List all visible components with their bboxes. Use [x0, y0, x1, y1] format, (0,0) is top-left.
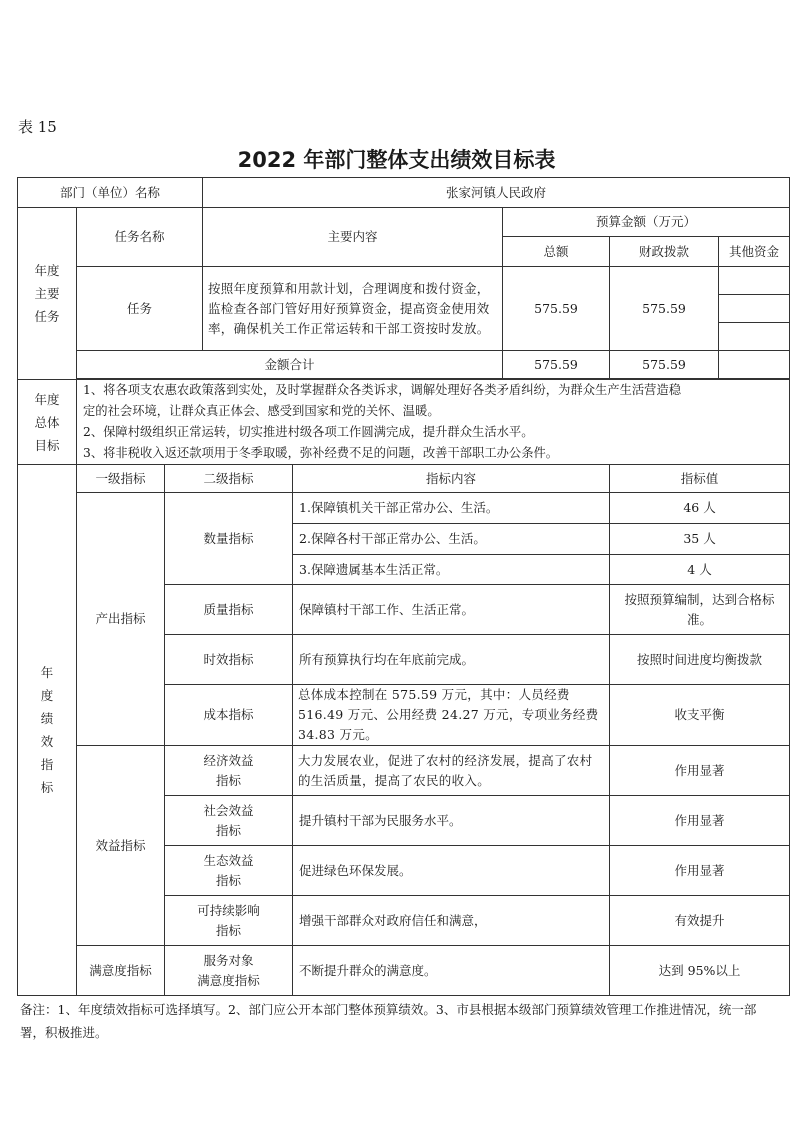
goal-line: 1、将各项支农惠农政策落到实处，及时掌握群众各类诉求，调解处理好各类矛盾纠纷，为群众生产生活营造稳 — [83, 383, 682, 397]
indicator-row — [18, 946, 790, 996]
indicator-content: 大力发展农业，促进了农村的经济发展，提高了农村的生活质量，提高了农民的收入。 — [293, 746, 610, 796]
goal-line: 3、将非税收入返还款项用于冬季取暖，弥补经费不足的问题，改善干部职工办公条件。 — [83, 446, 559, 460]
sum-fiscal: 575.59 — [610, 351, 719, 379]
sum-other — [719, 351, 790, 379]
other-header: 其他资金 — [719, 237, 790, 267]
value-header: 指标值 — [610, 465, 790, 493]
indicator-value: 作用显著 — [610, 746, 790, 796]
indicator-value: 有效提升 — [610, 896, 790, 946]
task-other-1 — [719, 267, 790, 295]
level2-sustainable: 可持续影响 指标 — [165, 896, 293, 946]
indicator-value: 按照时间进度均衡拨款 — [610, 635, 790, 685]
overall-goals-content — [77, 380, 790, 465]
main-content-header: 主要内容 — [203, 208, 503, 267]
indicator-value: 作用显著 — [610, 846, 790, 896]
department-label: 部门（单位）名称 — [18, 178, 203, 208]
indicator-value: 35 人 — [610, 524, 790, 555]
indicator-content: 2.保障各村干部正常办公、生活。 — [293, 524, 610, 555]
performance-header-row — [18, 465, 790, 493]
sum-label: 金额合计 — [77, 351, 503, 379]
indicator-value: 46 人 — [610, 493, 790, 524]
content-header: 指标内容 — [293, 465, 610, 493]
total-header: 总额 — [503, 237, 610, 267]
indicator-row — [18, 746, 790, 796]
level1-header: 一级指标 — [77, 465, 165, 493]
level2-timeliness: 时效指标 — [165, 635, 293, 685]
annual-tasks-label: 年度 主要 任务 — [18, 208, 77, 380]
page-title: 2022 年部门整体支出绩效目标表 — [237, 148, 556, 172]
task-fiscal: 575.59 — [610, 267, 719, 351]
budget-header: 预算金额（万元） — [503, 208, 790, 237]
department-value: 张家河镇人民政府 — [203, 178, 790, 208]
fiscal-header: 财政拨款 — [610, 237, 719, 267]
indicator-content: 促进绿色环保发展。 — [293, 846, 610, 896]
task-name: 任务 — [77, 267, 203, 351]
overall-goals-row — [18, 380, 790, 465]
indicator-content: 提升镇村干部为民服务水平。 — [293, 796, 610, 846]
indicator-content: 保障镇村干部工作、生活正常。 — [293, 585, 610, 635]
indicator-content: 1.保障镇机关干部正常办公、生活。 — [293, 493, 610, 524]
indicator-content: 所有预算执行均在年底前完成。 — [293, 635, 610, 685]
sum-total: 575.59 — [503, 351, 610, 379]
indicator-value: 4 人 — [610, 555, 790, 585]
task-other-2 — [719, 295, 790, 323]
task-total: 575.59 — [503, 267, 610, 351]
task-row — [18, 267, 790, 295]
indicator-value: 按照预算编制，达到合格标准。 — [610, 585, 790, 635]
level1-benefit: 效益指标 — [77, 746, 165, 946]
indicator-value: 收支平衡 — [610, 685, 790, 746]
level2-cost: 成本指标 — [165, 685, 293, 746]
goal-line: 2、保障村级组织正常运转，切实推进村级各项工作圆满完成，提升群众生活水平。 — [83, 425, 534, 439]
department-row — [18, 178, 790, 208]
level2-quantity: 数量指标 — [165, 493, 293, 585]
level2-economic: 经济效益 指标 — [165, 746, 293, 796]
level1-satisfaction: 满意度指标 — [77, 946, 165, 996]
goal-line: 定的社会环境，让群众真正体会、感受到国家和党的关怀、温暖。 — [83, 404, 440, 418]
overall-goals-label: 年度 总体 目标 — [18, 380, 77, 465]
indicator-content: 增强干部群众对政府信任和满意， — [293, 896, 610, 946]
task-other-3 — [719, 323, 790, 351]
level2-quality: 质量指标 — [165, 585, 293, 635]
sum-row — [18, 351, 790, 379]
level2-service-satisfaction: 服务对象 满意度指标 — [165, 946, 293, 996]
level2-social: 社会效益 指标 — [165, 796, 293, 846]
indicator-content: 总体成本控制在 575.59 万元，其中：人员经费 516.49 万元、公用经费 24.27 万元，专项业务经费 34.83 万元。 — [293, 685, 610, 746]
indicator-content: 3.保障遗属基本生活正常。 — [293, 555, 610, 585]
level2-ecological: 生态效益 指标 — [165, 846, 293, 896]
task-content: 按照年度预算和用款计划，合理调度和拨付资金，监检查各部门管好用好预算资金，提高资金使用效率，确保机关工作正常运转和干部工资按时发放。 — [203, 267, 503, 351]
level1-output: 产出指标 — [77, 493, 165, 746]
indicator-row — [18, 493, 790, 524]
task-name-header: 任务名称 — [77, 208, 203, 267]
performance-label: 年 度 绩 效 指 标 — [18, 465, 77, 996]
indicator-value: 达到 95%以上 — [610, 946, 790, 996]
level2-header: 二级指标 — [165, 465, 293, 493]
table-number: 表 15 — [18, 118, 57, 136]
footnote: 备注：1、年度绩效指标可选择填写。2、部门应公开本部门整体预算绩效。3、市县根据本级部门预算绩效管理工作推进情况，统一部署，积极推进。 — [20, 1002, 757, 1040]
performance-target-table — [17, 177, 790, 996]
indicator-value: 作用显著 — [610, 796, 790, 846]
tasks-header-row — [18, 208, 790, 237]
indicator-content: 不断提升群众的满意度。 — [293, 946, 610, 996]
